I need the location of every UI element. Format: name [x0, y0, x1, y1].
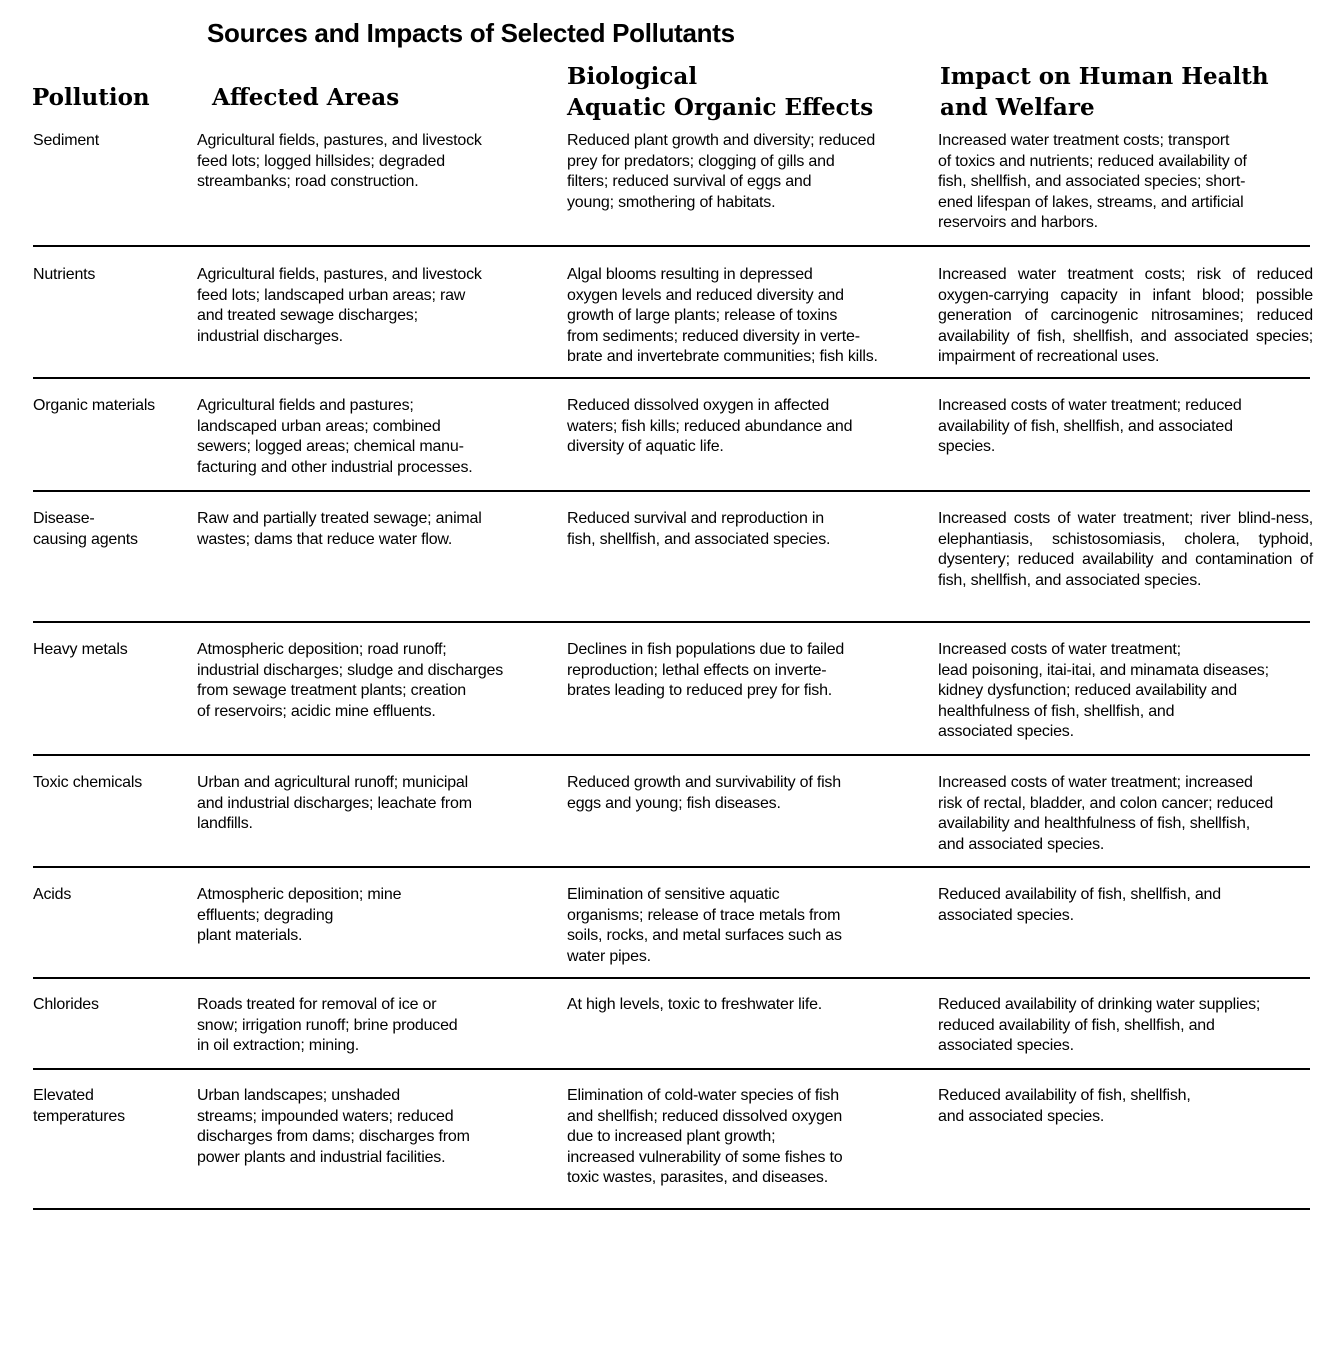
row-divider [33, 621, 1310, 623]
affected-areas-cell: Raw and partially treated sewage; animal wastes; dams that reduce water flow. [197, 510, 482, 548]
row-divider [33, 866, 1310, 868]
biological-effects-cell: Elimination of sensitive aquatic organisms; release of trace metals from soils, rocks, and metal surfaces such as water pipes. [567, 886, 842, 965]
table-row [33, 509, 1313, 623]
biological-effects-cell: Algal blooms resulting in depressed oxygen levels and reduced diversity and growth of large plants; release of toxins from sediments; reduced diversity in verte- brate and invertebrate communities; fish kills. [567, 266, 878, 366]
human-impact-cell: Increased costs of water treatment; reduced availability of fish, shellfish, and associated species. [938, 397, 1242, 456]
pollutant-name: Heavy metals [33, 641, 128, 658]
row-divider [33, 245, 1310, 247]
row-divider [33, 377, 1310, 379]
human-impact-cell: Reduced availability of drinking water supplies; reduced availability of fish, shellfish, and associated species. [938, 996, 1261, 1055]
biological-effects-cell: At high levels, toxic to freshwater life. [567, 996, 823, 1013]
human-impact-cell: Reduced availability of fish, shellfish, and associated species. [938, 886, 1221, 924]
pollutant-name: Sediment [33, 132, 99, 149]
table-row [33, 131, 1310, 247]
table-row [33, 1086, 1310, 1210]
pollutant-name: Acids [33, 886, 72, 903]
table-row [33, 995, 1310, 1070]
affected-areas-cell: Atmospheric deposition; road runoff; industrial discharges; sludge and discharges from sewage treatment plants; creation of reservoirs; acidic mine effluents. [197, 641, 504, 720]
affected-areas-cell: Agricultural fields and pastures; landscaped urban areas; combined sewers; logged areas; chemical manu- facturing and other industrial processes. [197, 397, 473, 476]
biological-effects-cell: Elimination of cold-water species of fish and shellfish; reduced dissolved oxygen due to increased plant growth; increased vulnerability of some fishes to toxic wastes, parasites, and diseases. [567, 1087, 843, 1187]
affected-areas-cell: Agricultural fields, pastures, and livestock feed lots; landscaped urban areas; raw and treated sewage discharges; industrial discharges. [197, 266, 482, 345]
table-row [33, 265, 1313, 379]
affected-areas-cell: Agricultural fields, pastures, and livestock feed lots; logged hillsides; degraded streambanks; road construction. [197, 132, 482, 191]
row-divider [33, 1208, 1310, 1210]
biological-effects-cell: Reduced survival and reproduction in fish, shellfish, and associated species. [567, 510, 831, 548]
human-impact-cell: Increased costs of water treatment; lead poisoning, itai-itai, and minamata diseases; kidney dysfunction; reduced availability and healthfulness of fish, shellfish, and associated species. [938, 641, 1269, 741]
affected-areas-cell: Roads treated for removal of ice or snow; irrigation runoff; brine produced in oil extraction; mining. [197, 996, 458, 1055]
row-divider [33, 754, 1310, 756]
biological-effects-cell: Reduced growth and survivability of fish eggs and young; fish diseases. [567, 774, 841, 812]
column-header-human-impact: Impact on Human Health and Welfare [940, 63, 1269, 121]
biological-effects-cell: Reduced dissolved oxygen in affected waters; fish kills; reduced abundance and diversity of aquatic life. [567, 397, 853, 456]
affected-areas-cell: Urban landscapes; unshaded streams; impounded waters; reduced discharges from dams; discharges from power plants and industrial facilities. [197, 1087, 470, 1166]
pollutant-name: Elevated temperatures [33, 1087, 125, 1125]
human-impact-cell: Increased water treatment costs; risk of reduced oxygen-carrying capacity in infant blood; possible generation of carcinogenic nitrosamines; reduced availability of fish, shellfish, and associated species; impairment of recreational uses. [938, 266, 1313, 366]
biological-effects-cell: Declines in fish populations due to failed reproduction; lethal effects on inverte- brates leading to reduced prey for fish. [567, 641, 845, 700]
human-impact-cell: Reduced availability of fish, shellfish, and associated species. [938, 1087, 1191, 1125]
affected-areas-cell: Urban and agricultural runoff; municipal and industrial discharges; leachate from landfills. [197, 774, 472, 833]
table-row [33, 396, 1310, 492]
pollutant-name: Chlorides [33, 996, 99, 1013]
pollutant-name: Disease- causing agents [33, 510, 138, 548]
table-row [33, 773, 1310, 868]
page-title: Sources and Impacts of Selected Pollutants [207, 18, 735, 48]
human-impact-cell: Increased costs of water treatment; increased risk of rectal, bladder, and colon cancer; reduced availability and healthfulness of fish, shellfish, and associated species. [938, 774, 1274, 853]
affected-areas-cell: Atmospheric deposition; mine effluents; degrading plant materials. [197, 886, 402, 945]
row-divider [33, 490, 1310, 492]
row-divider [33, 977, 1310, 979]
pollutant-name: Toxic chemicals [33, 774, 143, 791]
biological-effects-cell: Reduced plant growth and diversity; reduced prey for predators; clogging of gills and filters; reduced survival of eggs and young; smothering of habitats. [567, 132, 876, 211]
table-row [33, 885, 1310, 979]
human-impact-cell: Increased water treatment costs; transport of toxics and nutrients; reduced availability of fish, shellfish, and associated species; short- ened lifespan of lakes, streams, and artificial reservoirs and harbors. [938, 132, 1247, 232]
column-header-affected-areas: Affected Areas [212, 84, 400, 111]
table-row [33, 640, 1310, 756]
pollutant-name: Organic materials [33, 397, 155, 414]
human-impact-cell: Increased costs of water treatment; river blind-ness, elephantiasis, schistosomiasis, cholera, typhoid, dysentery; reduced availability and contamination of fish, shellfish, and associated species. [938, 510, 1313, 589]
column-header-biological-effects: Biological Aquatic Organic Effects [567, 63, 874, 121]
column-header-pollution: Pollution [32, 84, 150, 111]
row-divider [33, 1068, 1310, 1070]
pollutant-name: Nutrients [33, 266, 96, 283]
